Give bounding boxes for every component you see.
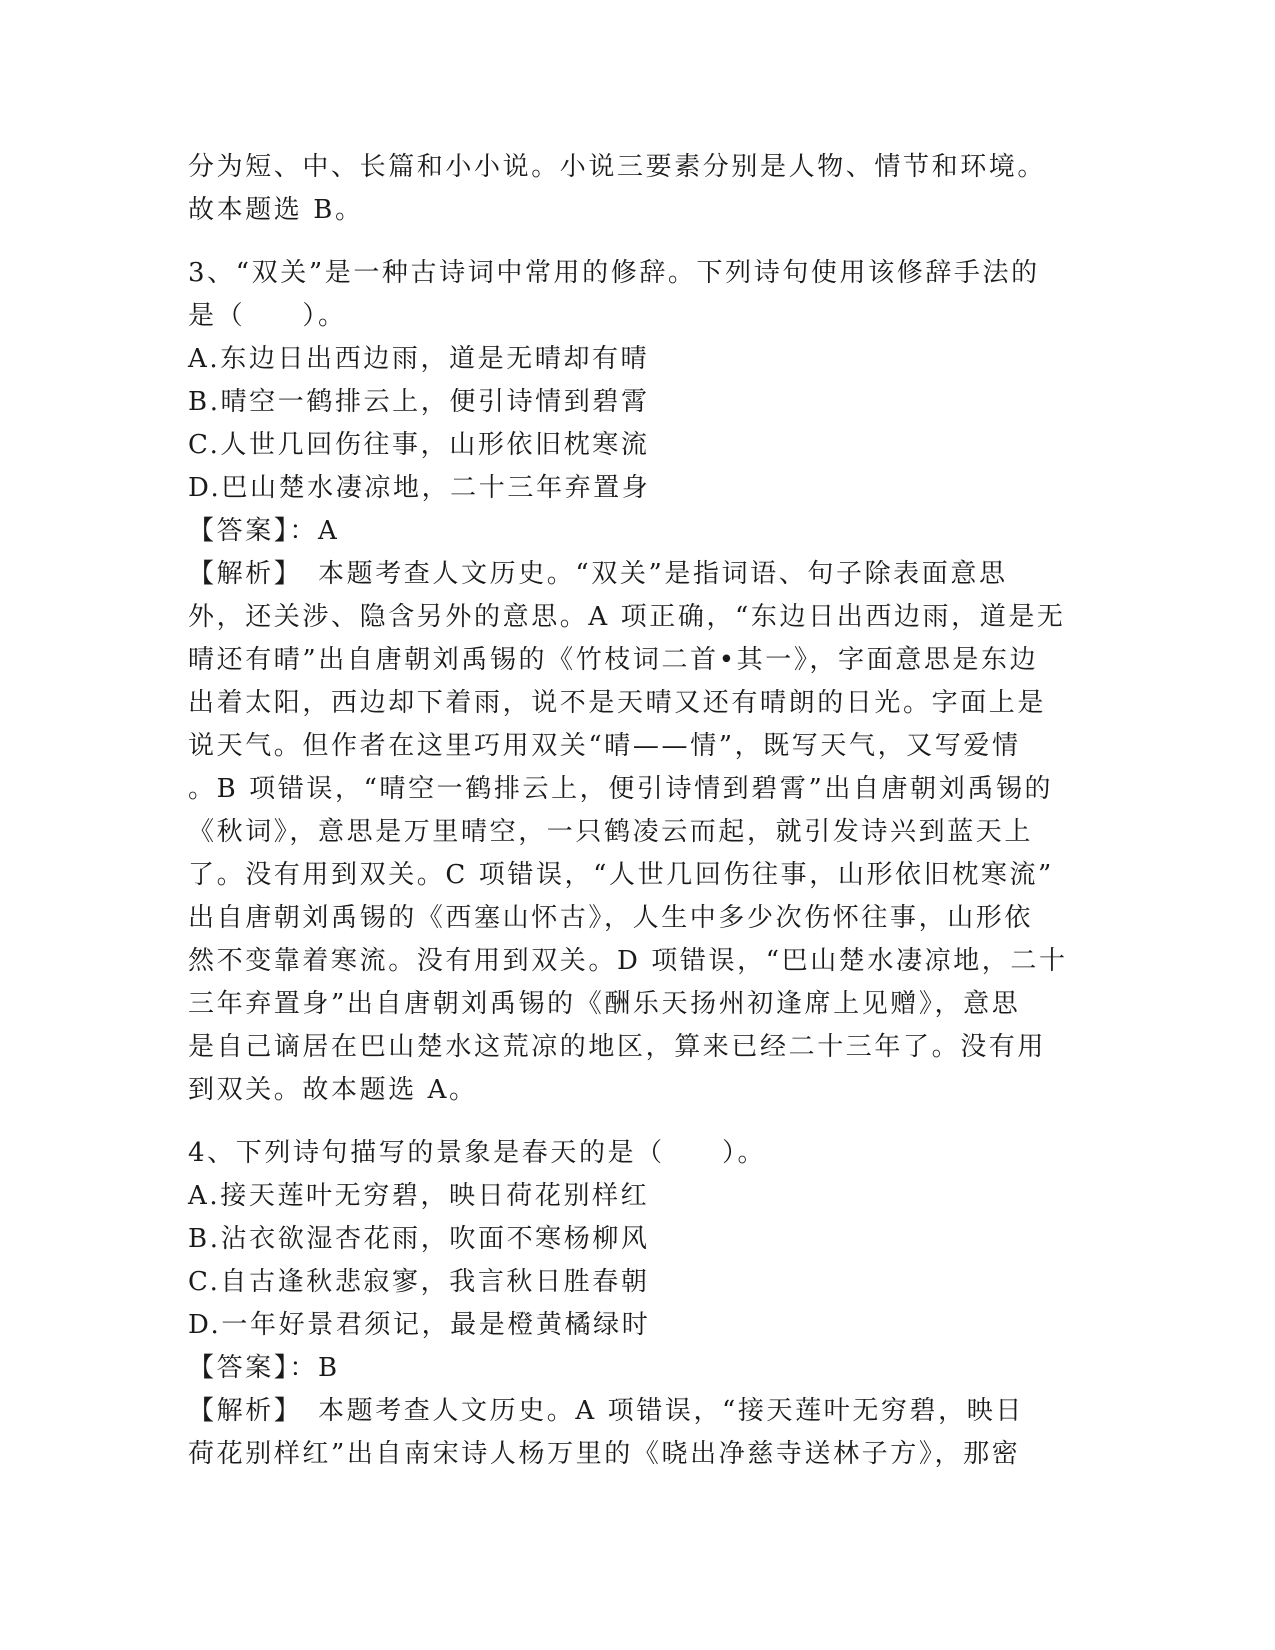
paragraph-gap [188, 232, 1088, 252]
explanation-line: 晴还有晴”出自唐朝刘禹锡的《竹枝词二首•其一》，字面意思是东边 [188, 645, 1039, 675]
text-line: 分为短、中、长篇和小小说。小说三要素分别是人物、情节和环境。 [188, 152, 1047, 182]
explanation-line: 了。没有用到双关。C 项错误，“人世几回伤往事，山形依旧枕寒流” [188, 860, 1054, 890]
explanation-line: 是自己谪居在巴山楚水这荒凉的地区，算来已经二十三年了。没有用 [188, 1032, 1047, 1062]
answer-line: 【答案】：A [188, 516, 340, 546]
q2-explanation-tail [188, 146, 1088, 232]
explanation-line: 然不变靠着寒流。没有用到双关。D 项错误，“巴山楚水凄凉地，二十 [188, 946, 1068, 976]
option-c: C.人世几回伤往事，山形依旧枕寒流 [188, 430, 650, 460]
question-4 [188, 1132, 1088, 1476]
explanation-line: 荷花别样红”出自南宋诗人杨万里的《晓出净慈寺送林子方》，那密 [188, 1439, 1021, 1469]
option-b: B.晴空一鹤排云上，便引诗情到碧霄 [188, 387, 650, 417]
explanation-line: 三年弃置身”出自唐朝刘禹锡的《酬乐天扬州初逢席上见赠》，意思 [188, 989, 1021, 1019]
question-stem: 3、“双关”是一种古诗词中常用的修辞。下列诗句使用该修辞手法的 [188, 258, 1040, 288]
explanation-line: 出自唐朝刘禹锡的《西塞山怀古》，人生中多少次伤怀往事，山形依 [188, 903, 1034, 933]
document-page [188, 146, 1088, 1476]
question-stem: 4、下列诗句描写的景象是春天的是（ ）。 [188, 1138, 767, 1168]
option-d: D.一年好景君须记，最是橙黄橘绿时 [188, 1310, 651, 1340]
option-b: B.沾衣欲湿杏花雨，吹面不寒杨柳风 [188, 1224, 650, 1254]
explanation-line: 到双关。故本题选 A。 [188, 1075, 478, 1105]
explanation-line: 【解析】 本题考查人文历史。“双关”是指词语、句子除表面意思 [188, 559, 1008, 589]
option-d: D.巴山楚水凄凉地，二十三年弃置身 [188, 473, 651, 503]
option-c: C.自古逢秋悲寂寥，我言秋日胜春朝 [188, 1267, 650, 1297]
explanation-line: 外，还关涉、隐含另外的意思。A 项正确，“东边日出西边雨，道是无 [188, 602, 1066, 632]
explanation-line: 《秋词》，意思是万里晴空，一只鹤凌云而起，就引发诗兴到蓝天上 [188, 817, 1034, 847]
explanation-line: 说天气。但作者在这里巧用双关“晴——情”，既写天气，又写爱情 [188, 731, 1021, 761]
option-a: A.接天莲叶无穷碧，映日荷花别样红 [188, 1181, 650, 1211]
paragraph-gap [188, 1112, 1088, 1132]
explanation-line: 出着太阳，西边却下着雨，说不是天晴又还有晴朗的日光。字面上是 [188, 688, 1047, 718]
question-stem: 是（ ）。 [188, 301, 347, 331]
text-line: 故本题选 B。 [188, 195, 364, 225]
option-a: A.东边日出西边雨，道是无晴却有晴 [188, 344, 650, 374]
explanation-line: 。B 项错误，“晴空一鹤排云上，便引诗情到碧霄”出自唐朝刘禹锡的 [188, 774, 1054, 804]
question-3 [188, 252, 1088, 1112]
explanation-line: 【解析】 本题考查人文历史。A 项错误，“接天莲叶无穷碧，映日 [188, 1396, 1024, 1426]
answer-line: 【答案】：B [188, 1353, 340, 1383]
